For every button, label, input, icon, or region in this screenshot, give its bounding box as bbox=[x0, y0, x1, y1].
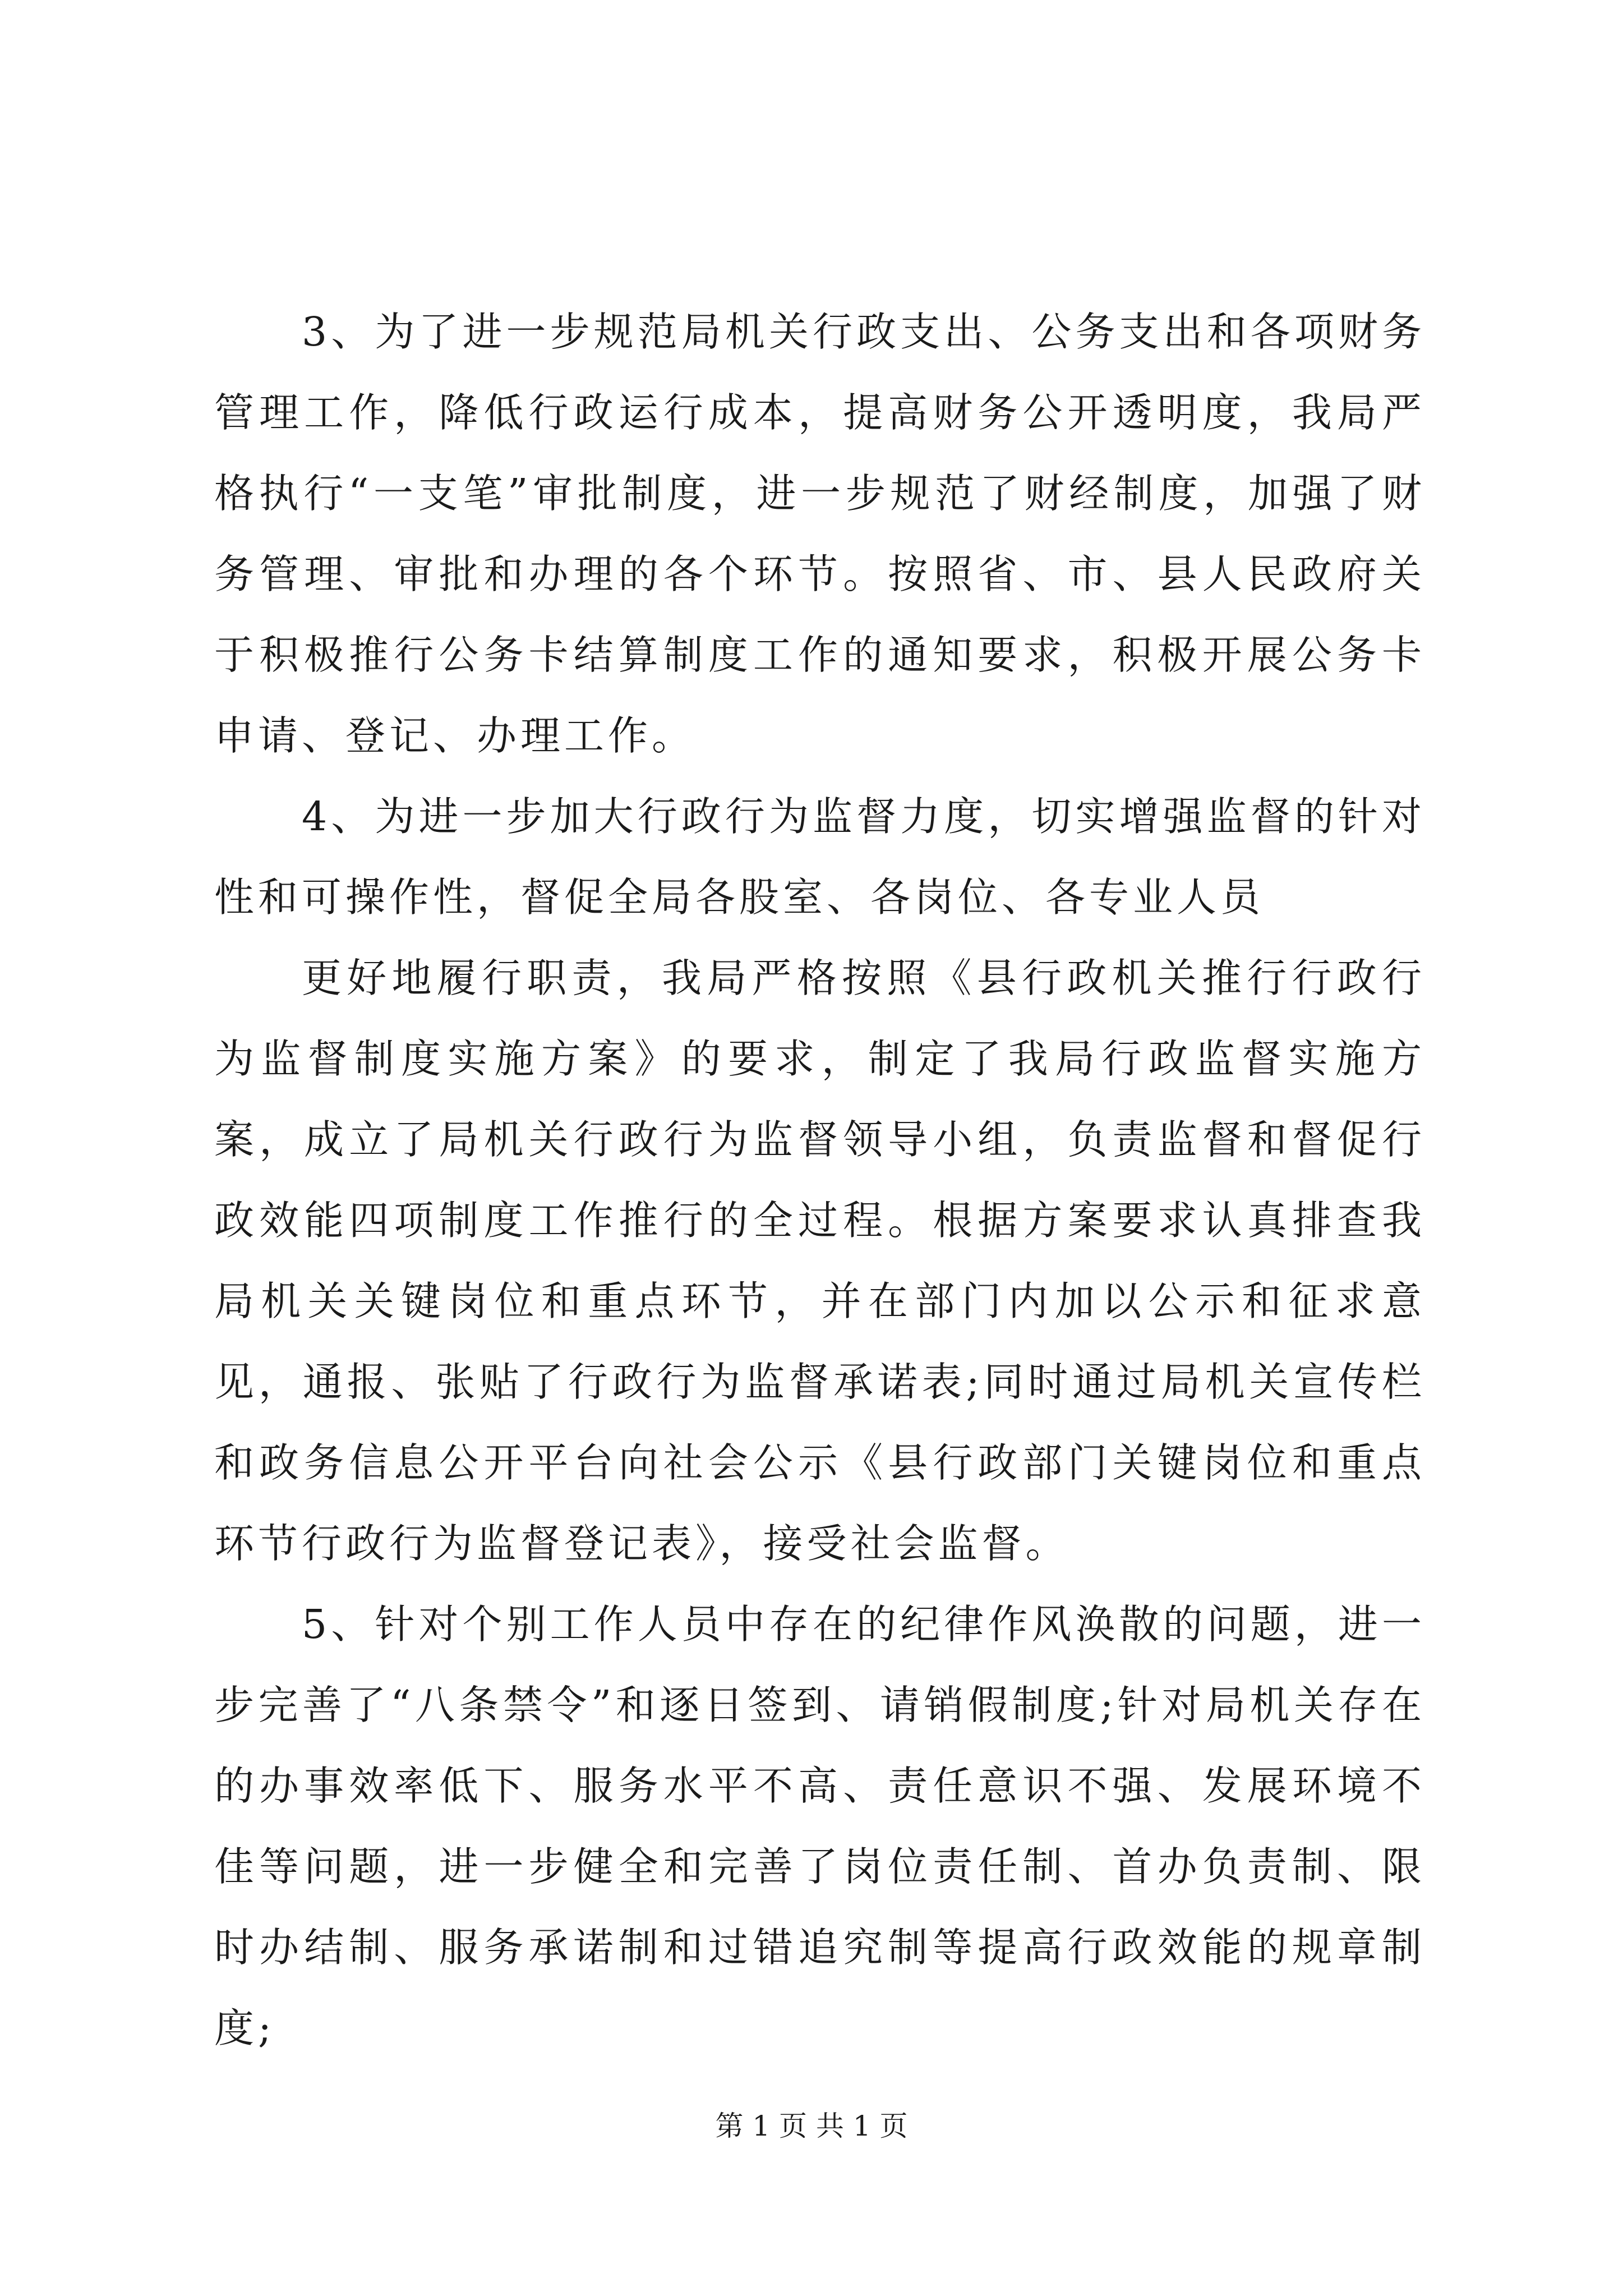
document-body bbox=[214, 292, 1426, 2069]
paragraph-4: 4、为进一步加大行政行为监督力度，切实增强监督的针对性和可操作性，督促全局各股室、各岗位、各专业人员 bbox=[214, 793, 1426, 921]
paragraph-4-continued: 更好地履行职责，我局严格按照《县行政机关推行行政行为监督制度实施方案》的要求，制定了我局行政监督实施方案，成立了局机关行政行为监督领导小组，负责监督和督促行政效能四项制度工作推行的全过程。根据方案要求认真排查我局机关关键岗位和重点环节，并在部门内加以公示和征求意见，通报、张贴了行政行为监督承诺表;同时通过局机关宣传栏和政务信息公开平台向社会公示《县行政部门关键岗位和重点环节行政行为监督登记表》，接受社会监督。 bbox=[214, 955, 1426, 1567]
paragraph-5: 5、针对个别工作人员中存在的纪律作风涣散的问题，进一步完善了“八条禁令”和逐日签到、请销假制度;针对局机关存在的办事效率低下、服务水平不高、责任意识不强、发展环境不佳等问题，进一步健全和完善了岗位责任制、首办负责制、限时办结制、服务承诺制和过错追究制等提高行政效能的规章制度; bbox=[214, 1601, 1426, 2051]
page-number-label: 第 1 页 共 1 页 bbox=[715, 2110, 908, 2142]
paragraph-3: 3、为了进一步规范局机关行政支出、公务支出和各项财务管理工作，降低行政运行成本，提高财务公开透明度，我局严格执行“一支笔”审批制度，进一步规范了财经制度，加强了财务管理、审批和办理的各个环节。按照省、市、县人民政府关于积极推行公务卡结算制度工作的通知要求，积极开展公务卡申请、登记、办理工作。 bbox=[214, 309, 1426, 759]
page-footer bbox=[0, 2104, 1623, 2144]
